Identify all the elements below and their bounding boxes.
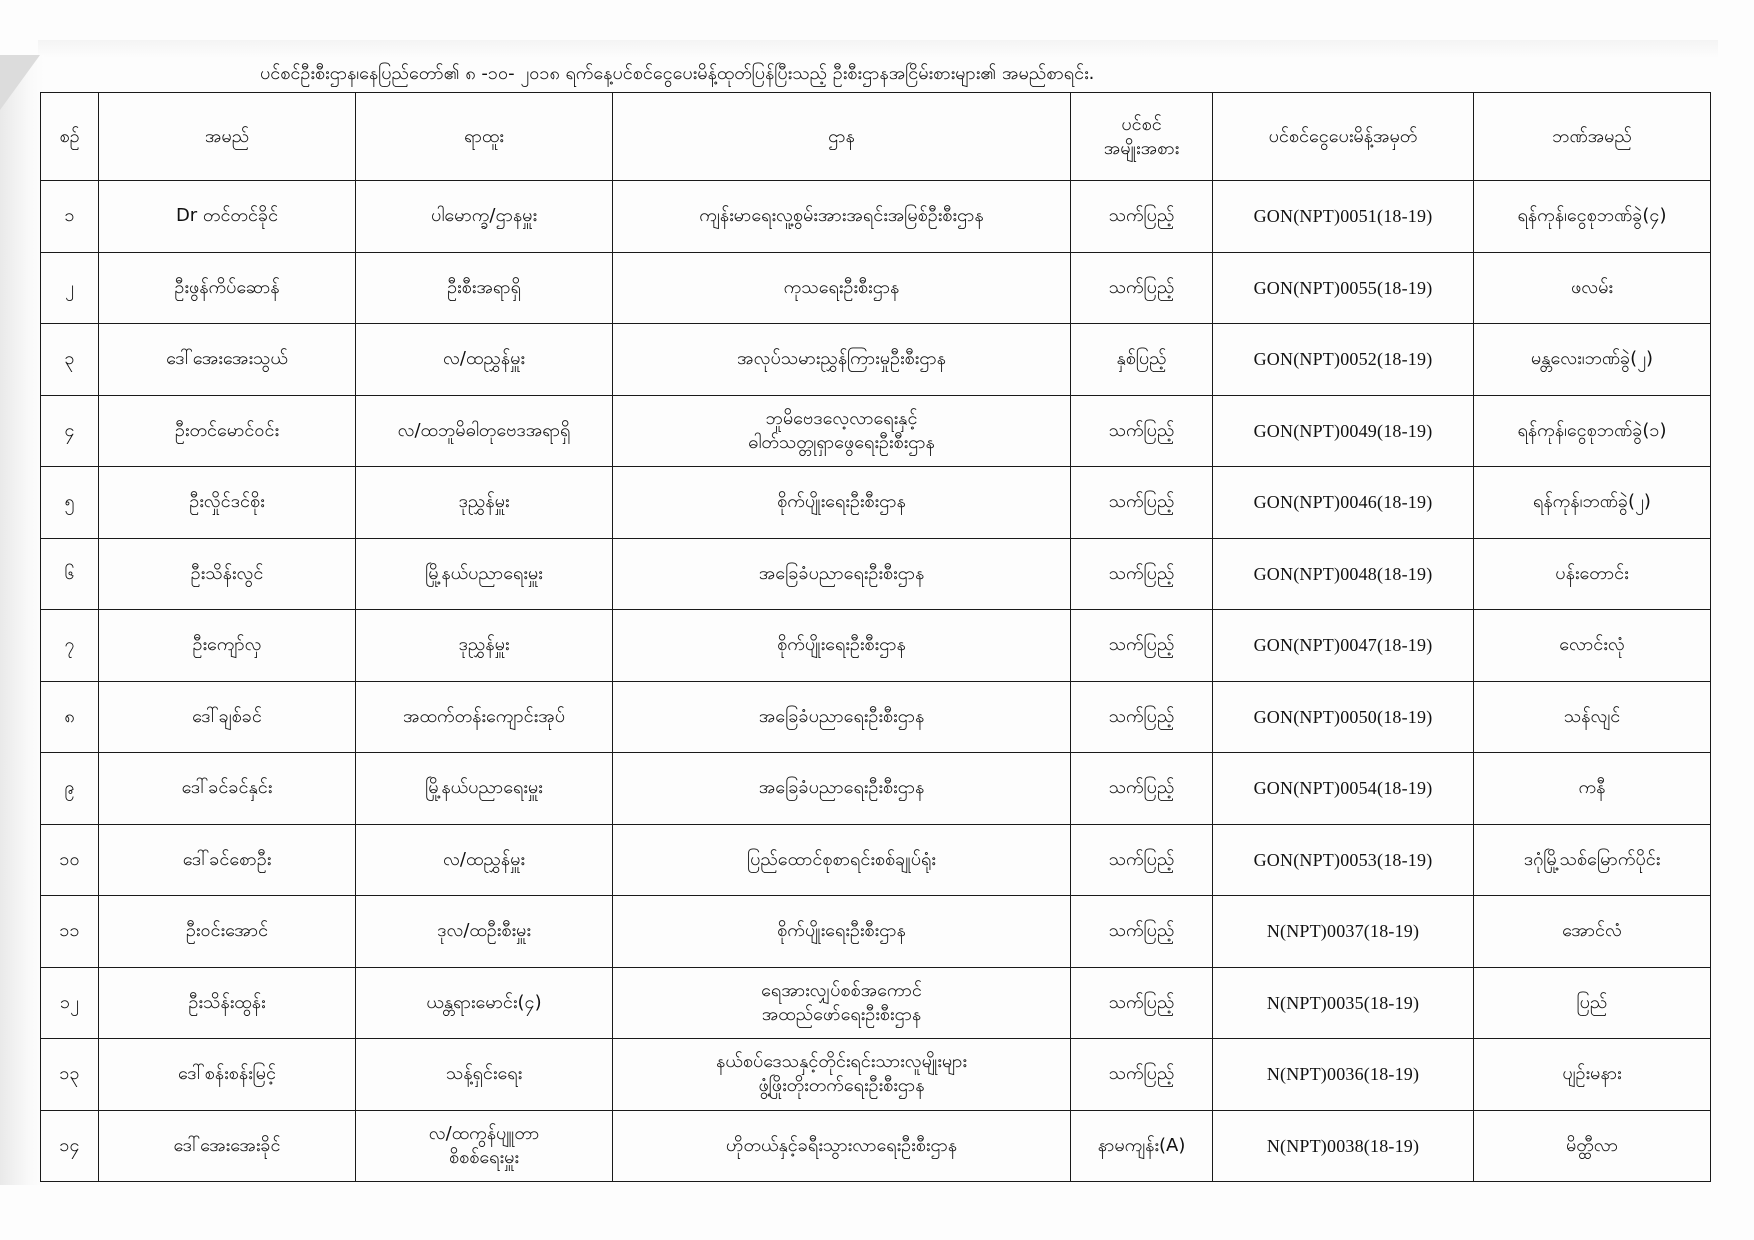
pension-records-table bbox=[40, 92, 1711, 1182]
header-pension-type-line1: ပင်စင် bbox=[1121, 113, 1162, 135]
table-row bbox=[41, 467, 1711, 539]
cell-bank-name: ရန်ကုန်၊ငွေစုဘဏ်ခွဲ(၄) bbox=[1474, 181, 1711, 253]
cell-department-line: အထည်ဖော်ရေးဦးစီးဌာန bbox=[761, 1003, 922, 1025]
cell-no: ၁၃ bbox=[41, 1039, 99, 1111]
cell-rank bbox=[356, 252, 613, 324]
cell-department bbox=[613, 1110, 1071, 1182]
table-row bbox=[41, 753, 1711, 825]
cell-pension-order-no: GON(NPT)0048(18-19) bbox=[1213, 538, 1474, 610]
table-row bbox=[41, 324, 1711, 396]
cell-department-line: အလုပ်သမားညွှန်ကြားမှုဦးစီးဌာန bbox=[737, 348, 946, 370]
cell-rank bbox=[356, 610, 613, 682]
cell-bank-name: သန်လျင် bbox=[1474, 681, 1711, 753]
cell-pension-order-no: N(NPT)0038(18-19) bbox=[1213, 1110, 1474, 1182]
cell-name: ဦးတင်မောင်ဝင်း bbox=[99, 395, 356, 467]
cell-no: ၁၁ bbox=[41, 896, 99, 968]
cell-name: ဒေါ်အေးအေးသွယ် bbox=[99, 324, 356, 396]
cell-rank-line: မြို့နယ်ပညာရေးမှူး bbox=[425, 562, 543, 584]
cell-name: ဦးသိန်းလွင် bbox=[99, 538, 356, 610]
cell-pension-type: သက်ပြည့် bbox=[1071, 395, 1213, 467]
header-name: အမည် bbox=[99, 93, 356, 181]
cell-name: ဒေါ်စန်းစန်းမြင့် bbox=[99, 1039, 356, 1111]
cell-rank-line: လ/ထညွှန်မှူး bbox=[443, 848, 525, 870]
cell-department-line: စိုက်ပျိုးရေးဦးစီးဌာန bbox=[777, 491, 906, 513]
cell-pension-order-no: GON(NPT)0047(18-19) bbox=[1213, 610, 1474, 682]
cell-department bbox=[613, 967, 1071, 1039]
table-row bbox=[41, 681, 1711, 753]
cell-pension-type: သက်ပြည့် bbox=[1071, 181, 1213, 253]
cell-no: ၈ bbox=[41, 681, 99, 753]
table-row bbox=[41, 824, 1711, 896]
cell-pension-order-no: GON(NPT)0054(18-19) bbox=[1213, 753, 1474, 825]
cell-rank bbox=[356, 467, 613, 539]
cell-name: ဒေါ်ခင်ခင်နှင်း bbox=[99, 753, 356, 825]
cell-department bbox=[613, 824, 1071, 896]
cell-department-line: ကုသရေးဦးစီးဌာန bbox=[783, 276, 900, 298]
cell-department bbox=[613, 395, 1071, 467]
table-header-row bbox=[41, 93, 1711, 181]
table-row bbox=[41, 967, 1711, 1039]
cell-department bbox=[613, 252, 1071, 324]
cell-pension-order-no: GON(NPT)0049(18-19) bbox=[1213, 395, 1474, 467]
cell-department bbox=[613, 538, 1071, 610]
table-row bbox=[41, 181, 1711, 253]
cell-pension-type: သက်ပြည့် bbox=[1071, 1039, 1213, 1111]
cell-rank-line: လ/ထညွှန်မှူး bbox=[443, 348, 525, 370]
cell-department-line: အခြေခံပညာရေးဦးစီးဌာန bbox=[758, 562, 925, 584]
cell-rank bbox=[356, 681, 613, 753]
cell-bank-name: လောင်းလုံ bbox=[1474, 610, 1711, 682]
header-pension-order-no: ပင်စင်ငွေပေးမိန့်အမှတ် bbox=[1213, 93, 1474, 181]
cell-rank bbox=[356, 324, 613, 396]
cell-bank-name: ကနီ bbox=[1474, 753, 1711, 825]
cell-no: ၇ bbox=[41, 610, 99, 682]
cell-pension-type: သက်ပြည့် bbox=[1071, 681, 1213, 753]
cell-rank bbox=[356, 395, 613, 467]
table-row bbox=[41, 395, 1711, 467]
cell-pension-order-no: N(NPT)0037(18-19) bbox=[1213, 896, 1474, 968]
cell-department-line: ရေအားလျှပ်စစ်အကောင် bbox=[761, 979, 922, 1001]
cell-pension-order-no: GON(NPT)0055(18-19) bbox=[1213, 252, 1474, 324]
header-department: ဌာန bbox=[613, 93, 1071, 181]
cell-pension-order-no: N(NPT)0035(18-19) bbox=[1213, 967, 1474, 1039]
cell-name: ဒေါ်အေးအေးခိုင် bbox=[99, 1110, 356, 1182]
cell-no: ၁၀ bbox=[41, 824, 99, 896]
header-pension-type-line2: အမျိုးအစား bbox=[1103, 137, 1180, 159]
cell-bank-name: ပြည် bbox=[1474, 967, 1711, 1039]
cell-department-line: ဖွံ့ဖြိုးတိုးတက်ရေးဦးစီးဌာန bbox=[758, 1075, 925, 1097]
cell-department bbox=[613, 181, 1071, 253]
table-row bbox=[41, 1039, 1711, 1111]
header-rank: ရာထူး bbox=[356, 93, 613, 181]
cell-rank-line: လ/ထဘူမိဓါတုဗေဒအရာရှိ bbox=[397, 419, 571, 441]
cell-no: ၅ bbox=[41, 467, 99, 539]
cell-department-line: စိုက်ပျိုးရေးဦးစီးဌာန bbox=[777, 920, 906, 942]
cell-pension-type: နှစ်ပြည့် bbox=[1071, 324, 1213, 396]
cell-department-line: နယ်စပ်ဒေသနှင့်တိုင်းရင်းသားလူမျိုးများ bbox=[716, 1051, 967, 1073]
cell-pension-type: သက်ပြည့် bbox=[1071, 467, 1213, 539]
table-row bbox=[41, 610, 1711, 682]
cell-department bbox=[613, 467, 1071, 539]
cell-rank bbox=[356, 181, 613, 253]
cell-pension-order-no: GON(NPT)0052(18-19) bbox=[1213, 324, 1474, 396]
cell-no: ၁ bbox=[41, 181, 99, 253]
cell-no: ၁၄ bbox=[41, 1110, 99, 1182]
cell-pension-type: သက်ပြည့် bbox=[1071, 967, 1213, 1039]
cell-rank bbox=[356, 896, 613, 968]
cell-no: ၆ bbox=[41, 538, 99, 610]
cell-pension-type: သက်ပြည့် bbox=[1071, 610, 1213, 682]
header-bank-name: ဘဏ်အမည် bbox=[1474, 93, 1711, 181]
cell-pension-order-no: N(NPT)0036(18-19) bbox=[1213, 1039, 1474, 1111]
cell-bank-name: ပျဉ်းမနား bbox=[1474, 1039, 1711, 1111]
cell-rank-line: ဒုလ/ထဦးစီးမှူး bbox=[437, 920, 531, 942]
cell-department-line: အခြေခံပညာရေးဦးစီးဌာန bbox=[758, 705, 925, 727]
cell-no: ၂ bbox=[41, 252, 99, 324]
page-edge-shadow-left bbox=[0, 55, 44, 1185]
cell-pension-type: သက်ပြည့် bbox=[1071, 896, 1213, 968]
cell-rank-line: ဒုညွှန်မှူး bbox=[458, 634, 510, 656]
cell-name: ဒေါ်ချစ်ခင် bbox=[99, 681, 356, 753]
cell-pension-order-no: GON(NPT)0053(18-19) bbox=[1213, 824, 1474, 896]
cell-name: ဦးဝင်းအောင် bbox=[99, 896, 356, 968]
cell-rank-line: လ/ထကွန်ပျူတာ bbox=[428, 1122, 540, 1144]
cell-department-line: ဟိုတယ်နှင့်ခရီးသွားလာရေးဦးစီးဌာန bbox=[725, 1134, 958, 1156]
cell-no: ၃ bbox=[41, 324, 99, 396]
cell-pension-order-no: GON(NPT)0050(18-19) bbox=[1213, 681, 1474, 753]
cell-rank bbox=[356, 538, 613, 610]
cell-rank-line: ပါမောက္ခ/ဌာနမှူး bbox=[430, 205, 538, 227]
cell-department bbox=[613, 681, 1071, 753]
cell-pension-type: သက်ပြည့် bbox=[1071, 538, 1213, 610]
cell-name: ဦးလှိုင်ဒင်စိုး bbox=[99, 467, 356, 539]
cell-pension-order-no: GON(NPT)0046(18-19) bbox=[1213, 467, 1474, 539]
cell-name: ဒေါ်ခင်စောဦး bbox=[99, 824, 356, 896]
cell-bank-name: ပန်းတောင်း bbox=[1474, 538, 1711, 610]
cell-department-line: ဓါတ်သတ္တုရှာဖွေရေးဦးစီးဌာန bbox=[748, 431, 935, 453]
cell-bank-name: ရန်ကုန်၊ဘဏ်ခွဲ(၂) bbox=[1474, 467, 1711, 539]
cell-pension-type: သက်ပြည့် bbox=[1071, 252, 1213, 324]
cell-bank-name: ဒဂုံမြို့သစ်မြောက်ပိုင်း bbox=[1474, 824, 1711, 896]
table-row bbox=[41, 252, 1711, 324]
cell-no: ၉ bbox=[41, 753, 99, 825]
cell-rank bbox=[356, 824, 613, 896]
cell-pension-order-no: GON(NPT)0051(18-19) bbox=[1213, 181, 1474, 253]
cell-bank-name: ဖလမ်း bbox=[1474, 252, 1711, 324]
cell-no: ၄ bbox=[41, 395, 99, 467]
table-row bbox=[41, 538, 1711, 610]
table-row bbox=[41, 1110, 1711, 1182]
cell-rank-line: စိစစ်ရေးမှူး bbox=[449, 1146, 519, 1168]
cell-name: ဦးဖွန်ကိပ်ဆောန် bbox=[99, 252, 356, 324]
document-title: ပင်စင်ဦးစီးဌာန၊နေပြည်တော်၏ ၈ -၁၀- ၂၀၁၈ ရက်နေ့ပင်စင်ငွေပေးမိန့်ထုတ်ပြန်ပြီးသည့် ဦးစီးဌာနအငြိမ်းစားများ၏ အမည်စာရင်း. bbox=[260, 63, 1095, 84]
cell-pension-type: နာမကျန်း(A) bbox=[1071, 1110, 1213, 1182]
cell-rank-line: ဦးစီးအရာရှိ bbox=[447, 276, 521, 298]
cell-name: ဦးသိန်းထွန်း bbox=[99, 967, 356, 1039]
cell-department bbox=[613, 753, 1071, 825]
header-no: စဉ် bbox=[41, 93, 99, 181]
cell-bank-name: မန္တလေး၊ဘဏ်ခွဲ(၂) bbox=[1474, 324, 1711, 396]
table-body bbox=[41, 181, 1711, 1182]
table-header bbox=[41, 93, 1711, 181]
cell-bank-name: ရန်ကုန်၊ငွေစုဘဏ်ခွဲ(၁) bbox=[1474, 395, 1711, 467]
cell-rank-line: မြို့နယ်ပညာရေးမှူး bbox=[425, 777, 543, 799]
cell-department-line: စိုက်ပျိုးရေးဦးစီးဌာန bbox=[777, 634, 906, 656]
cell-department-line: ကျန်းမာရေးလူ့စွမ်းအားအရင်းအမြစ်ဦးစီးဌာန bbox=[699, 205, 984, 227]
cell-no: ၁၂ bbox=[41, 967, 99, 1039]
cell-pension-type: သက်ပြည့် bbox=[1071, 824, 1213, 896]
cell-name: ဦးကျော်လှ bbox=[99, 610, 356, 682]
cell-department-line: ဘူမိဗေဒလေ့လာရေးနှင့် bbox=[765, 407, 918, 429]
cell-department bbox=[613, 324, 1071, 396]
header-pension-type bbox=[1071, 93, 1213, 181]
cell-bank-name: အောင်လံ bbox=[1474, 896, 1711, 968]
table-row bbox=[41, 896, 1711, 968]
cell-department bbox=[613, 896, 1071, 968]
cell-rank-line: အထက်တန်းကျောင်းအုပ် bbox=[403, 705, 565, 727]
page-corner-fold bbox=[0, 55, 40, 110]
cell-department-line: ပြည်ထောင်စုစာရင်းစစ်ချုပ်ရုံး bbox=[747, 848, 936, 870]
cell-department bbox=[613, 610, 1071, 682]
cell-rank bbox=[356, 753, 613, 825]
cell-department-line: အခြေခံပညာရေးဦးစီးဌာန bbox=[758, 777, 925, 799]
cell-bank-name: မိတ္ထီလာ bbox=[1474, 1110, 1711, 1182]
cell-rank-line: သန့်ရှင်းရေး bbox=[445, 1063, 523, 1085]
cell-department bbox=[613, 1039, 1071, 1111]
cell-rank bbox=[356, 1039, 613, 1111]
cell-rank-line: ဒုညွှန်မှူး bbox=[458, 491, 510, 513]
cell-rank-line: ယန္တရားမောင်း(၄) bbox=[426, 991, 542, 1013]
cell-name: Dr တင်တင်ခိုင် bbox=[99, 181, 356, 253]
cell-rank bbox=[356, 967, 613, 1039]
cell-rank bbox=[356, 1110, 613, 1182]
cell-pension-type: သက်ပြည့် bbox=[1071, 753, 1213, 825]
